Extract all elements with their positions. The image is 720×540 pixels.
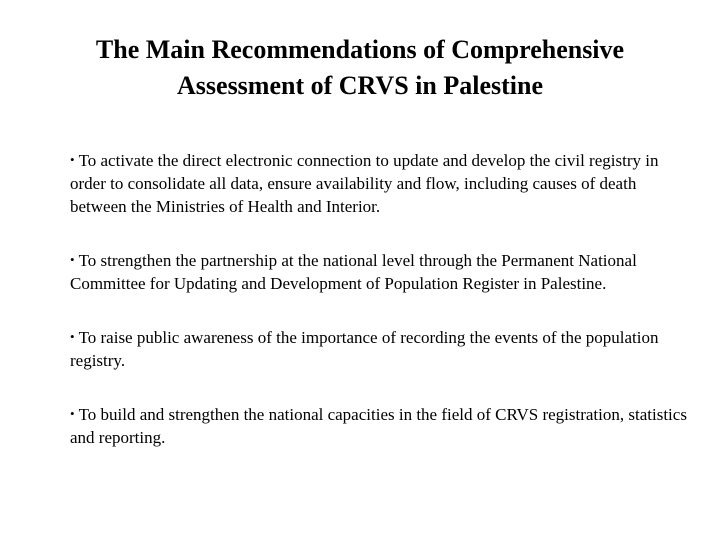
recommendations-list [70, 148, 690, 479]
recommendation-item [70, 248, 690, 295]
recommendation-item [70, 402, 690, 449]
recommendation-item [70, 148, 690, 218]
recommendation-text: To strengthen the partnership at the national level through the Permanent National Committee for Updating and Development of Population Register in Palestine. [70, 251, 637, 293]
recommendation-text: To activate the direct electronic connection to update and develop the civil registry in order to consolidate all data, ensure availability and flow, including causes of death between the Ministries of Health and Interior. [70, 151, 659, 216]
slide-title [0, 32, 720, 104]
recommendation-text: To raise public awareness of the importance of recording the events of the population registry. [70, 328, 659, 370]
bullet-icon: • [70, 252, 75, 267]
recommendation-item [70, 325, 690, 372]
title-line-2: Assessment of CRVS in Palestine [177, 71, 543, 100]
bullet-icon: • [70, 152, 75, 167]
bullet-icon: • [70, 329, 75, 344]
recommendation-text: To build and strengthen the national capacities in the field of CRVS registration, statistics and reporting. [70, 405, 687, 447]
title-line-1: The Main Recommendations of Comprehensive [95, 35, 625, 64]
bullet-icon: • [70, 406, 75, 421]
